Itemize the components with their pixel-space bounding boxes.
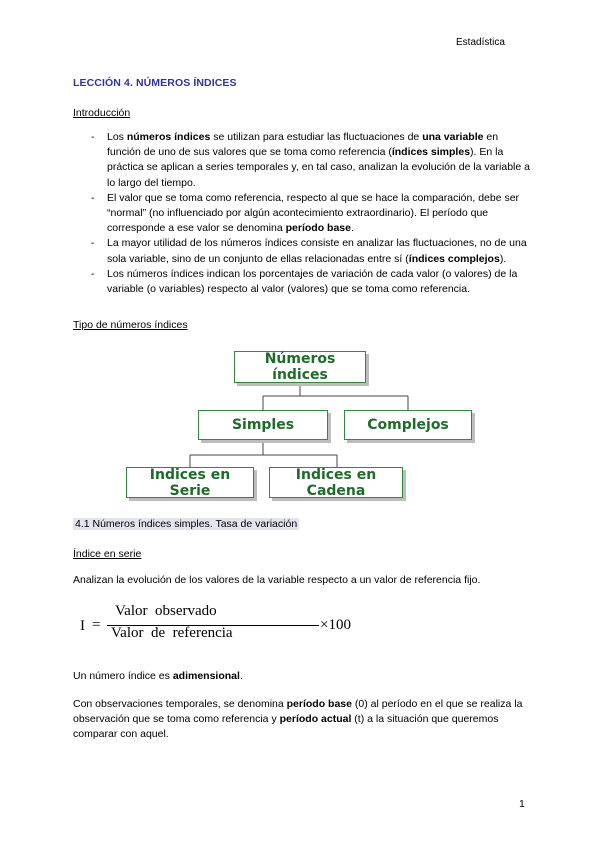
- bullet-bold: índices complejos: [408, 252, 500, 265]
- paragraph-text: Con observaciones temporales, se denomina: [73, 698, 287, 710]
- bullet-text: La mayor utilidad de los números índices consiste en analizar las fluctuaciones, no de una sola variable, sino de un conjunto de ellas relacionadas entre sí (: [107, 237, 527, 265]
- bullet-dash: -: [91, 191, 95, 204]
- formula-denominator: Valor de referencia: [111, 625, 233, 641]
- bullet-bold: período base: [285, 222, 351, 235]
- running-header: Estadística: [456, 37, 505, 48]
- observaciones-paragraph: [73, 697, 533, 743]
- indice-serie-heading: Índice en serie: [73, 548, 142, 560]
- node-indices-en-serie: Indices en Serie: [126, 467, 254, 498]
- list-item: [73, 236, 533, 266]
- intro-bullet-list: [73, 130, 533, 297]
- bullet-dash: -: [91, 237, 95, 250]
- adimensional-paragraph: [73, 670, 243, 682]
- intro-heading: Introducción: [73, 107, 131, 119]
- bullet-bold: índices simples: [391, 146, 471, 159]
- formula-multiplier: ×100: [320, 617, 351, 633]
- bullet-text: Los números índices indican los porcentajes de variación de cada valor (o valores) de la variable (o variables) respecto al valor (valores) que se toma como referencia.: [107, 267, 518, 296]
- lesson-title: LECCIÓN 4. NÚMEROS ÍNDICES: [73, 77, 237, 89]
- paragraph-bold: período actual: [279, 713, 352, 726]
- bullet-text: se utilizan para estudiar las fluctuaciones de: [210, 131, 423, 143]
- node-indices-en-cadena: Indices en Cadena: [269, 467, 403, 498]
- bullet-dash: -: [91, 131, 95, 143]
- node-numeros-indices: Números índices: [234, 351, 366, 383]
- bullet-dash: -: [91, 267, 95, 280]
- bullet-text: ).: [499, 252, 507, 265]
- bullet-text: en función de uno de sus valores que se toma como referencia (: [107, 131, 499, 159]
- paragraph-text: (t) a la situación que queremos comparar con aquel.: [73, 713, 499, 741]
- list-item: [73, 130, 533, 191]
- analizan-paragraph: Analizan la evolución de los valores de la variable respecto a un valor de referencia fijo.: [73, 574, 481, 586]
- formula-lhs: I: [80, 618, 85, 634]
- types-heading: Tipo de números índices: [73, 319, 188, 331]
- formula-numerator: Valor observado: [115, 603, 217, 619]
- bullet-text: Los: [107, 131, 127, 143]
- page-number: 1: [519, 798, 525, 810]
- list-item: [73, 191, 533, 237]
- node-simples: Simples: [198, 410, 328, 440]
- node-complejos: Complejos: [344, 410, 472, 440]
- paragraph-text: (0) al período en el que se realiza la observación que se toma como referencia y: [73, 698, 523, 726]
- paragraph-text: .: [239, 670, 243, 682]
- bullet-bold: una variable: [422, 131, 484, 143]
- paragraph-text: Un número índice es: [73, 670, 173, 682]
- bullet-bold: números índices: [126, 131, 211, 143]
- formula-equals: =: [92, 617, 101, 633]
- paragraph-bold: adimensional: [172, 670, 240, 682]
- list-item: [73, 267, 533, 297]
- bullet-text: .: [350, 222, 354, 235]
- section-heading-4-1: 4.1 Números índices simples. Tasa de variación: [75, 518, 298, 530]
- bullet-text: ). En la práctica se aplican a series temporales y, en tal caso, analizan la evolución de la variable a lo largo del tiempo.: [107, 146, 530, 189]
- paragraph-bold: período base: [286, 698, 352, 710]
- bullet-text: El valor que se toma como referencia, respecto al que se hace la comparación, debe ser “normal” (no influenciado por algún acontecimiento extraordinario). El período que corresponde a ese valor se denomina: [107, 191, 520, 235]
